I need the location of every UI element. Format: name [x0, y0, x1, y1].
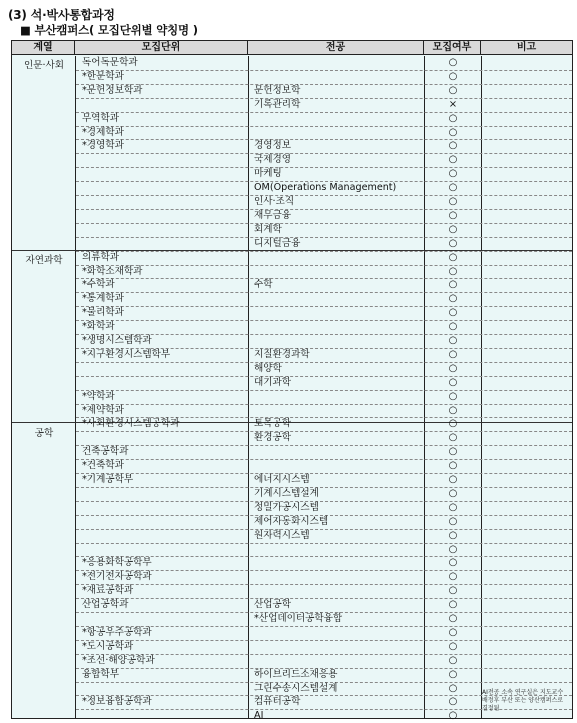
recruit-mark: ○ [448, 154, 458, 166]
recruit-mark: ○ [448, 209, 458, 221]
table-cell-major: 기계시스템설계 [254, 487, 319, 499]
table-cell-major [254, 320, 418, 334]
table-cell-major: 정밀가공시스템 [254, 501, 319, 513]
recruit-mark: ○ [448, 265, 458, 277]
table-cell-major: 디지털금융 [254, 237, 301, 249]
table-cell-unit: *경제학과 [82, 126, 124, 138]
table-cell-major [254, 56, 418, 70]
table-cell-major: 대기과학 [254, 376, 292, 388]
table-cell-major: 환경공학 [254, 432, 292, 444]
col-header-note: 비고 [516, 42, 537, 53]
table-cell-unit [82, 501, 248, 515]
col-header-major: 전공 [248, 41, 424, 54]
table-cell-major: 수학 [254, 279, 273, 291]
table-cell-unit: *기계공학부 [82, 474, 134, 485]
recruit-mark: ○ [448, 418, 458, 430]
section-heading: (3) 석·박사통합과정 [8, 8, 115, 22]
table-cell-unit [82, 209, 248, 223]
table-cell-unit: *한문학과 [82, 70, 124, 82]
table-cell-unit: *물리학과 [82, 307, 124, 319]
recruit-mark: ○ [448, 84, 458, 96]
recruit-mark: ○ [448, 307, 458, 319]
table-cell-unit: 무역학과 [82, 112, 120, 124]
table-cell-unit [82, 237, 248, 251]
table-cell-unit [82, 543, 248, 557]
table-cell-unit [82, 612, 248, 626]
table-cell-unit [82, 529, 248, 543]
recruit-mark: ○ [448, 335, 458, 346]
recruit-mark: ○ [448, 460, 458, 472]
table-cell-major [254, 334, 418, 348]
recruit-mark: ○ [448, 487, 458, 499]
recruit-mark: ○ [448, 585, 458, 597]
table-cell-major: 해양학 [254, 362, 282, 374]
table-cell-unit: 의류학과 [82, 251, 120, 263]
recruit-mark: ○ [448, 668, 458, 680]
column-divider [424, 56, 425, 718]
recruit-mark: ○ [448, 140, 458, 152]
table-cell-major: OM(Operations Management) [254, 182, 397, 194]
table-cell-major: 회계학 [254, 223, 282, 235]
table-cell-major: 문헌정보학 [254, 84, 301, 96]
table-cell-major [254, 306, 418, 320]
recruit-mark: ○ [448, 613, 458, 624]
table-cell-unit [82, 153, 248, 167]
table-cell-major [254, 570, 418, 584]
recruit-mark: ○ [448, 223, 458, 235]
recruit-mark: ○ [448, 404, 458, 416]
recruit-mark: ○ [448, 599, 458, 611]
table-cell-major [254, 584, 418, 598]
recruit-mark: ○ [448, 348, 458, 360]
recruit-mark: ○ [448, 321, 458, 333]
col-header-recruit: 모집여부 [424, 41, 481, 54]
table-cell-major [254, 70, 418, 84]
table-cell-major [254, 126, 418, 140]
recruit-mark: ○ [448, 237, 458, 249]
table-cell-major [254, 112, 418, 126]
table-cell-major: 지질환경과학 [254, 348, 310, 360]
table-cell-major [254, 292, 418, 306]
field-label: 자연과학 [25, 255, 63, 266]
table-cell-major: 제어자동화시스템 [254, 515, 329, 527]
table-cell-unit [82, 195, 248, 209]
program-table [11, 40, 573, 722]
recruit-mark: ○ [448, 376, 458, 388]
table-cell-unit [82, 487, 248, 501]
table-cell-unit [82, 515, 248, 529]
table-cell-unit: *재료공학과 [82, 585, 134, 597]
remark-note: AI전공 소속 연구실은 지도교수 배정후 부산 또는 양산캠퍼스로 결정됨 [482, 689, 564, 712]
table-cell-major [254, 556, 418, 570]
recruit-mark: ○ [448, 446, 458, 458]
table-cell-major [254, 445, 418, 459]
table-cell-unit [82, 98, 248, 112]
table-cell-major: 컴퓨터공학 [254, 696, 301, 708]
recruit-mark: ○ [448, 654, 458, 666]
campus-heading: ■ 부산캠퍼스( 모집단위별 약칭명 ) [20, 23, 198, 37]
recruit-mark: ○ [448, 515, 458, 527]
table-cell-unit: *전기전자공학과 [82, 571, 152, 583]
table-header [12, 41, 572, 55]
table-cell-unit [82, 431, 248, 445]
table-cell-major: 마케팅 [254, 168, 282, 180]
field-label: 인문·사회 [23, 60, 65, 71]
table-cell-unit [82, 223, 248, 237]
table-cell-major: 산업공학 [254, 599, 292, 611]
column-divider [75, 56, 76, 718]
col-header-field: 계열 [12, 41, 75, 54]
table-cell-major: 하이브리드소재응용 [254, 668, 338, 680]
table-cell-major [254, 626, 418, 640]
col-header-unit: 모집단위 [75, 41, 248, 54]
table-cell-unit: *항공우주공학과 [82, 626, 152, 638]
table-cell-unit: *지구환경시스템학부 [82, 348, 171, 360]
recruit-mark: ○ [448, 571, 458, 583]
table-cell-major: 토목공학 [254, 418, 292, 430]
table-cell-unit [82, 709, 248, 723]
table-cell-unit: 융합학부 [82, 668, 120, 680]
table-cell-major: AI [254, 710, 264, 722]
recruit-mark: × [448, 98, 458, 110]
table-cell-unit [82, 682, 248, 696]
table-cell-unit: 건축공학과 [82, 446, 129, 458]
table-cell-unit [82, 167, 248, 181]
recruit-mark: ○ [448, 182, 458, 194]
table-cell-major [254, 640, 418, 654]
table-cell-unit: 독어독문학과 [82, 57, 138, 68]
recruit-mark: ○ [448, 640, 458, 652]
table-cell-unit: *건축학과 [82, 460, 124, 472]
recruit-mark: ○ [448, 626, 458, 638]
table-cell-unit: *화학과 [82, 321, 115, 333]
recruit-mark: ○ [448, 474, 458, 485]
recruit-mark: ○ [448, 279, 458, 291]
table-cell-unit [82, 181, 248, 195]
table-cell-major: 그린수송시스템설계 [254, 682, 338, 694]
table-cell-unit: *정보융합공학과 [82, 696, 152, 708]
column-divider [481, 56, 482, 718]
table-cell-major: 기록관리학 [254, 98, 301, 110]
recruit-mark: ○ [448, 557, 458, 569]
table-cell-unit: *조선·해양공학과 [82, 654, 155, 666]
table-cell-unit: *생명시스템학과 [82, 335, 152, 346]
table-cell-major: 재무금융 [254, 209, 292, 221]
table-cell-unit: *화학소재학과 [82, 265, 143, 277]
table-cell-major [254, 390, 418, 404]
column-divider [248, 56, 249, 718]
table-cell-unit: *수학과 [82, 279, 115, 291]
table-cell-major: 인사·조직 [254, 196, 295, 207]
recruit-mark: ○ [448, 168, 458, 180]
table-cell-unit [82, 376, 248, 390]
recruit-mark: ○ [448, 682, 458, 694]
recruit-mark: ○ [448, 251, 458, 263]
table-cell-unit: *도시공학과 [82, 640, 134, 652]
table-cell-major: 국제경영 [254, 154, 292, 166]
field-label: 공학 [34, 428, 54, 439]
recruit-mark: ○ [448, 501, 458, 513]
recruit-mark: ○ [448, 57, 458, 68]
table-cell-unit: *경영학과 [82, 140, 124, 152]
recruit-mark: ○ [448, 126, 458, 138]
table-cell-major: 경영정보 [254, 140, 292, 152]
recruit-mark: ○ [448, 196, 458, 207]
recruit-mark: ○ [448, 390, 458, 402]
recruit-mark: ○ [448, 543, 458, 555]
table-cell-major [254, 459, 418, 473]
table-cell-major: 에너지시스템 [254, 474, 310, 485]
table-cell-unit: *문헌정보학과 [82, 84, 143, 96]
table-cell-unit: *통계학과 [82, 293, 124, 305]
recruit-mark: ○ [448, 529, 458, 541]
table-cell-major: 원자력시스템 [254, 529, 310, 541]
recruit-mark: ○ [448, 432, 458, 444]
table-cell-major [254, 654, 418, 668]
table-cell-unit: 산업공학과 [82, 599, 129, 611]
recruit-mark: ○ [448, 70, 458, 82]
table-cell-unit: *응용화학공학부 [82, 557, 152, 569]
table-cell-unit: *제약학과 [82, 404, 124, 416]
table-cell-unit [82, 362, 248, 376]
table-cell-major: *산업데이터공학융합 [254, 613, 343, 624]
table-cell-major [254, 265, 418, 279]
table-cell-major [254, 251, 418, 265]
recruit-mark: ○ [448, 293, 458, 305]
table-cell-unit: *사회환경시스템공학과 [82, 418, 180, 430]
table-cell-major [254, 543, 418, 557]
recruit-mark: ○ [448, 696, 458, 708]
recruit-mark: ○ [448, 362, 458, 374]
table-cell-unit: *약학과 [82, 390, 115, 402]
recruit-mark: ○ [448, 112, 458, 124]
recruit-mark: ○ [448, 710, 458, 722]
table-cell-major [254, 404, 418, 418]
